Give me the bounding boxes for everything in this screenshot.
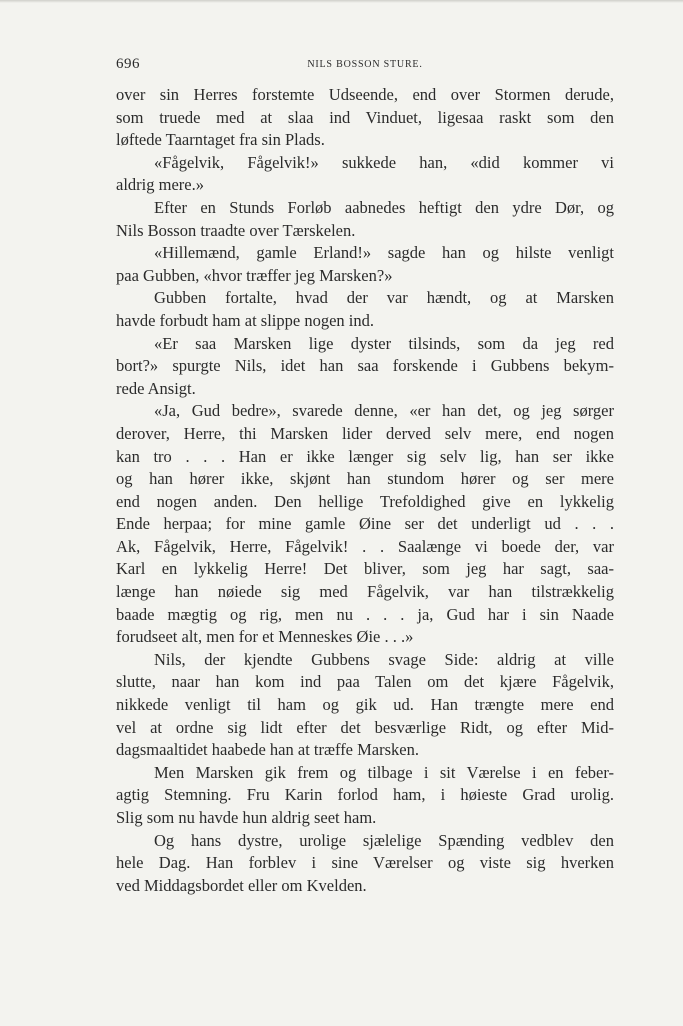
text-line: Men Marsken gik frem og tilbage i sit Værelse i en feber- [154, 762, 614, 782]
text-line: «Ja, Gud bedre», svarede denne, «er han det, og jeg sørger [154, 401, 614, 421]
text-line: som truede med at slaa ind Vinduet, ligesaa raskt som den [116, 107, 614, 127]
text-line: Ende herpaa; for mine gamle Øine ser det underligt ud . . . [116, 514, 614, 534]
text-line: agtig Stemning. Fru Karin forlod ham, i høieste Grad urolig. [116, 785, 614, 805]
text-line: vel at ordne sig lidt efter det besværlige Ridt, og efter Mid- [116, 717, 614, 737]
text-line: slutte, naar han kom ind paa Talen om det kjære Fågelvik, [116, 672, 614, 692]
text-line: ved Middagsbordet eller om Kvelden. [116, 875, 367, 895]
text-line: over sin Herres forstemte Udseende, end over Stormen derude, [116, 85, 614, 104]
text-line: forudseet alt, men for et Menneskes Øie . . .» [116, 627, 414, 647]
page-header [116, 56, 614, 76]
text-line: rede Ansigt. [116, 378, 196, 398]
text-line: længe han nøiede sig med Fågelvik, var han tilstrækkelig [116, 582, 614, 602]
page-top-edge [0, 0, 683, 3]
body-text [116, 84, 614, 897]
text-line: derover, Herre, thi Marsken lider derved selv mere, end nogen [116, 423, 614, 443]
text-line: baade mægtig og rig, men nu . . . ja, Gud har i sin Naade [116, 604, 614, 624]
text-line: Nils Bosson traadte over Tærskelen. [116, 220, 356, 240]
text-line: Slig som nu havde hun aldrig seet ham. [116, 808, 377, 827]
text-line: løftede Taarntaget fra sin Plads. [116, 130, 325, 150]
text-line: nikkede venligt til ham og gik ud. Han trængte mere end [116, 695, 614, 715]
text-line: «Er saa Marsken lige dyster tilsinds, som da jeg red [154, 333, 614, 353]
text-line: Karl en lykkelig Herre! Det bliver, som jeg har sagt, saa- [116, 559, 614, 579]
text-line: havde forbudt ham at slippe nogen ind. [116, 310, 374, 330]
running-title: NILS BOSSON STURE. [307, 59, 423, 70]
text-line: kan tro . . . Han er ikke længer sig selv lig, han ser ikke [116, 446, 614, 466]
text-line: «Hillemænd, gamle Erland!» sagde han og hilste venligt [154, 243, 614, 263]
text-line: paa Gubben, «hvor træffer jeg Marsken?» [116, 265, 393, 285]
text-line: end nogen anden. Den hellige Trefoldighed give en lykkelig [116, 491, 614, 511]
text-line: og han hører ikke, skjønt han stundom hører og ser mere [116, 469, 614, 489]
text-line: Nils, der kjendte Gubbens svage Side: aldrig at ville [154, 649, 614, 669]
text-line: Efter en Stunds Forløb aabnedes heftigt den ydre Dør, og [154, 197, 614, 217]
text-line: hele Dag. Han forblev i sine Værelser og viste sig hverken [116, 853, 614, 873]
text-line: Ak, Fågelvik, Herre, Fågelvik! . . Saalænge vi boede der, var [116, 536, 614, 556]
page-number: 696 [116, 56, 140, 72]
text-line: bort?» spurgte Nils, idet han saa forskende i Gubbens bekym- [116, 356, 614, 376]
text-line: Gubben fortalte, hvad der var hændt, og at Marsken [154, 288, 614, 308]
text-line: Og hans dystre, urolige sjælelige Spænding vedblev den [154, 830, 614, 850]
text-line: aldrig mere.» [116, 175, 204, 195]
text-line: dagsmaaltidet haabede han at træffe Marsken. [116, 740, 419, 760]
text-line: «Fågelvik, Fågelvik!» sukkede han, «did kommer vi [154, 152, 614, 172]
